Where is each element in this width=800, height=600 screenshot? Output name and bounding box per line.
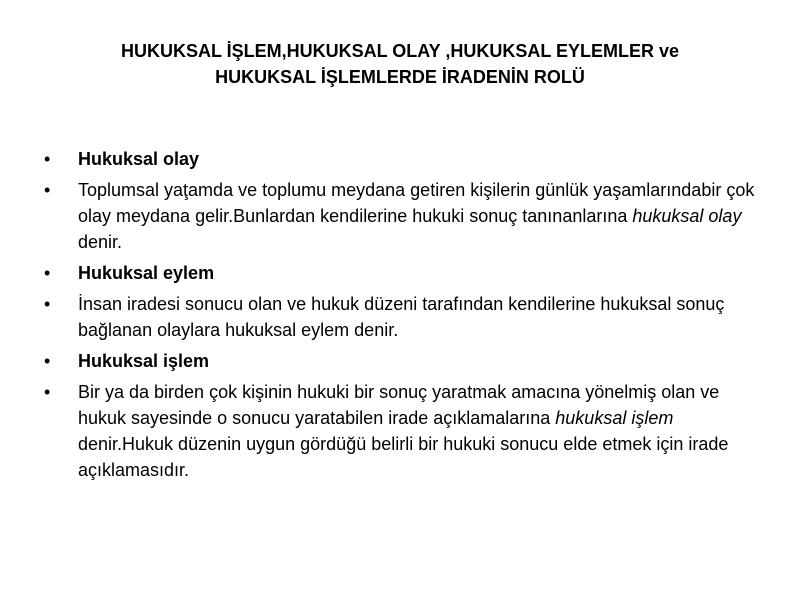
bullet-heading-hukuksal-eylem [40, 260, 760, 286]
bullet-heading-hukuksal-olay [40, 146, 760, 172]
bullet-icon: • [44, 263, 51, 283]
slide-title-line-2: HUKUKSAL İŞLEMLERDE İRADENİN ROLÜ [215, 67, 585, 87]
bullet-definition-hukuksal-olay [40, 177, 760, 255]
bullet-text-italic: hukuksal olay [632, 206, 742, 226]
bullet-icon: • [44, 351, 51, 371]
bullet-text-italic: hukuksal işlem [555, 408, 674, 428]
bullet-text [78, 180, 754, 252]
bullet-icon: • [44, 382, 51, 402]
bullet-text: İnsan iradesi sonucu olan ve hukuk düzeni tarafından kendilerine hukuksal sonuç bağlanan olaylara hukuksal eylem denir. [78, 294, 725, 340]
bullet-text: Hukuksal eylem [78, 263, 215, 283]
bullet-icon: • [44, 149, 51, 169]
bullet-list [40, 146, 760, 488]
bullet-text: Hukuksal olay [78, 149, 200, 169]
slide-title [40, 38, 760, 90]
bullet-text [78, 382, 728, 480]
bullet-definition-hukuksal-islem [40, 379, 760, 483]
bullet-text-part: Bir ya da birden çok kişinin hukuki bir sonuç yaratmak amacına yönelmiş olan ve hukuk sayesinde o sonucu yaratabilen irade açıklamalarına [78, 382, 720, 428]
bullet-heading-hukuksal-islem [40, 348, 760, 374]
bullet-icon: • [44, 294, 51, 314]
bullet-text-part: denir.Hukuk düzenin uygun gördüğü belirli bir hukuki sonucu elde etmek için irade açıklamasıdır. [78, 434, 729, 480]
bullet-text-part: Toplumsal yaţamda ve toplumu meydana getiren kişilerin günlük yaşamlarındabir çok olay meydana gelir.Bunlardan kendilerine hukuki sonuç tanınanlarına [78, 180, 755, 226]
bullet-text-part: denir. [78, 232, 123, 252]
bullet-icon: • [44, 180, 51, 200]
slide-title-line-1: HUKUKSAL İŞLEM,HUKUKSAL OLAY ,HUKUKSAL EYLEMLER ve [120, 41, 680, 61]
bullet-text: Hukuksal işlem [78, 351, 210, 371]
bullet-definition-hukuksal-eylem [40, 291, 760, 343]
